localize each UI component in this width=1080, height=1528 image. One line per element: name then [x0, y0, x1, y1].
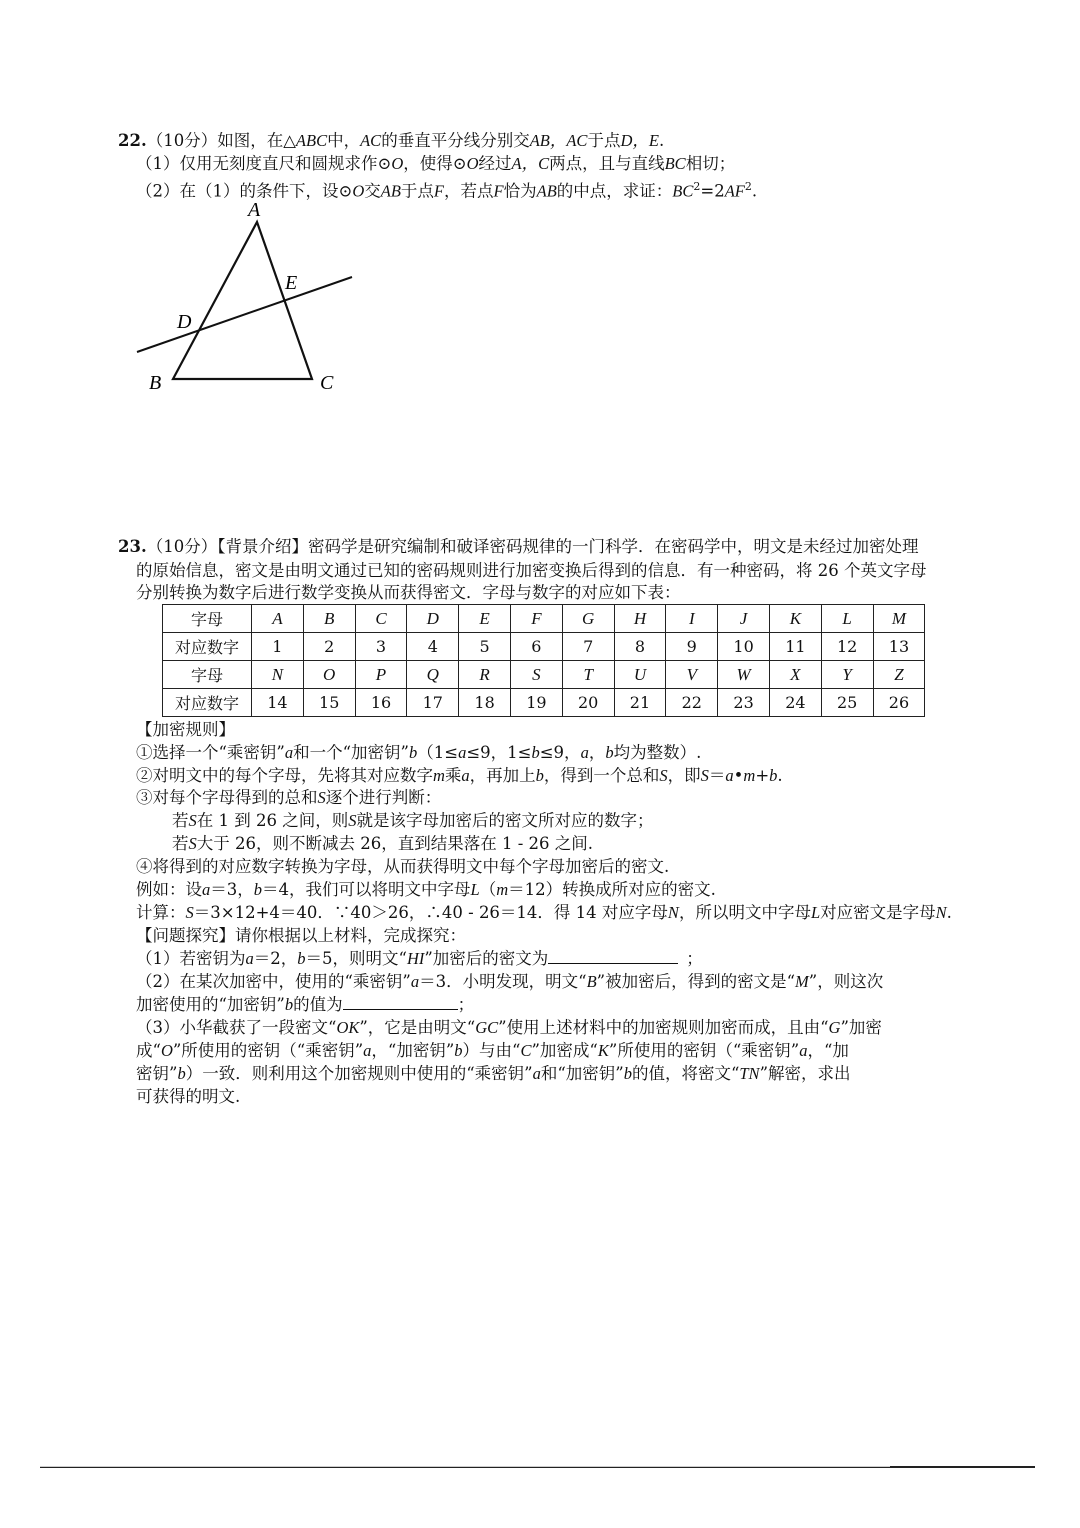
math: m: [743, 766, 756, 785]
table-letter-cell: R: [459, 661, 511, 689]
table-row-letters-2: [163, 661, 925, 689]
q22-part-1: [136, 153, 735, 175]
text: 逐个进行判断：: [325, 788, 442, 807]
table-letter-cell: M: [873, 605, 925, 633]
text: 大于 26，则不断减去 26，直到结果落在 1 - 26 之间.: [196, 834, 594, 853]
text: 加密使用的“加密钥”: [136, 995, 285, 1014]
triangle-abc: [173, 222, 312, 379]
text: ，得到一个总和: [543, 766, 660, 785]
table-number-cell: 13: [873, 633, 925, 661]
table-letter-cell: I: [666, 605, 718, 633]
table-letter-cell: Z: [873, 661, 925, 689]
text: 【加密规则】: [136, 720, 235, 739]
text: ，再加上: [469, 766, 536, 785]
text: 恰为: [503, 181, 537, 201]
text: （1）若密钥为: [136, 949, 246, 968]
table-row-numbers-2: [163, 689, 925, 717]
table-letter-cell: S: [510, 661, 562, 689]
text: 和“加密钥”: [540, 1064, 624, 1083]
rule-2: [136, 765, 783, 787]
table-number-cell: 9: [666, 633, 718, 661]
text: ＝3，: [210, 880, 254, 899]
math: a: [458, 743, 467, 762]
text: .: [751, 181, 758, 201]
table-number-cell: 11: [769, 633, 821, 661]
text: 于点: [400, 181, 434, 201]
table-number-cell: 16: [355, 689, 407, 717]
table-letter-cell: T: [562, 661, 614, 689]
math: b: [623, 1064, 632, 1083]
table-number-cell: 7: [562, 633, 614, 661]
math: F: [433, 181, 445, 201]
text: 于点: [587, 131, 621, 150]
math: S: [700, 766, 709, 785]
text: 例如：设: [136, 880, 202, 899]
table-letter-cell: G: [562, 605, 614, 633]
table-number-cell: 1: [252, 633, 304, 661]
text: ＝12）转换成所对应的密文.: [508, 880, 716, 899]
sub-question-2: [136, 971, 883, 993]
table-letter-cell: N: [252, 661, 304, 689]
math: HI: [406, 949, 425, 968]
math: ABC: [295, 131, 328, 150]
text: ，所以明文中字母: [678, 903, 811, 922]
text: （2）在某次加密中，使用的“乘密钥”: [136, 972, 411, 991]
math: O: [352, 181, 365, 201]
row-label: 字母: [163, 605, 252, 633]
math: S: [188, 811, 197, 830]
math: L: [810, 903, 821, 922]
math: a: [580, 743, 589, 762]
text: （1）仅用无刻度直尺和圆规求作⊙: [136, 154, 392, 173]
text: =2: [700, 181, 725, 201]
math: O: [160, 1041, 173, 1060]
table-letter-cell: O: [303, 661, 355, 689]
math: a: [245, 949, 254, 968]
text: ＝: [708, 766, 726, 785]
math: BC: [672, 181, 694, 201]
math: S: [348, 811, 357, 830]
text: （2）在（1）的条件下，设⊙: [136, 181, 353, 201]
text: ”，它是由明文“: [359, 1018, 476, 1037]
table-letter-cell: A: [252, 605, 304, 633]
text: ”，则这次: [808, 972, 884, 991]
text: ②对明文中的每个字母，先将其对应数字: [136, 766, 433, 785]
text: 中，: [327, 131, 361, 150]
table-row-letters-1: [163, 605, 925, 633]
math: AF: [724, 181, 745, 201]
math: N: [935, 903, 947, 922]
text: （: [479, 880, 497, 899]
table-number-cell: 25: [821, 689, 873, 717]
table-number-cell: 10: [718, 633, 770, 661]
label-b: B: [149, 372, 162, 394]
text: ；: [457, 995, 475, 1014]
text: 计算：: [136, 903, 186, 922]
math: S: [659, 766, 668, 785]
text: ＝2，: [253, 949, 298, 968]
table-number-cell: 5: [459, 633, 511, 661]
text: •: [733, 766, 744, 785]
text: 经过: [478, 154, 512, 173]
table-number-cell: 8: [614, 633, 666, 661]
math: O: [391, 154, 404, 173]
math: a: [532, 1064, 541, 1083]
text: 的中点，求证：: [556, 181, 673, 201]
math: M: [795, 972, 809, 991]
text: .: [658, 131, 665, 150]
math: S: [188, 834, 197, 853]
math: AB: [536, 181, 557, 201]
math: O: [466, 154, 479, 173]
table-number-cell: 18: [459, 689, 511, 717]
label-a: A: [248, 199, 261, 221]
answer-blank-1[interactable]: [548, 949, 678, 964]
rule-3-case-2: [172, 833, 593, 855]
math: B: [586, 972, 597, 991]
text: ，使得⊙: [403, 154, 467, 173]
text: ）一致．则利用这个加密规则中使用的“乘密钥”: [185, 1064, 533, 1083]
text: ③对每个字母得到的总和: [136, 788, 318, 807]
math: BC: [664, 154, 686, 173]
math: b: [769, 766, 778, 785]
math: C: [520, 1041, 532, 1060]
math: D，E: [620, 131, 659, 150]
rule-3: [136, 787, 441, 809]
rule-title: [136, 719, 235, 741]
table-number-cell: 19: [510, 689, 562, 717]
superscript: 2: [693, 180, 701, 193]
table-row-numbers-1: [163, 633, 925, 661]
letter-number-table: [162, 604, 925, 717]
text: 相切；: [685, 154, 736, 173]
text: ≤9，: [539, 743, 581, 762]
label-d: D: [177, 311, 192, 333]
table-letter-cell: L: [821, 605, 873, 633]
text: 可获得的明文.: [136, 1087, 241, 1106]
table-letter-cell: K: [769, 605, 821, 633]
math: S: [317, 788, 326, 807]
math: F: [493, 181, 504, 201]
math: a: [799, 1041, 808, 1060]
sub-question-1: [136, 948, 703, 970]
text: 均为整数）.: [613, 743, 702, 762]
table-letter-cell: Q: [407, 661, 459, 689]
math: b: [409, 743, 418, 762]
math: b: [454, 1041, 463, 1060]
text: 成“: [136, 1041, 161, 1060]
math: AB: [380, 181, 401, 201]
sub-question-3-cont-2: [136, 1063, 851, 1085]
text: ；: [686, 949, 703, 968]
table-letter-cell: W: [718, 661, 770, 689]
math: AB，AC: [529, 131, 588, 150]
text: 如图，在△: [217, 131, 296, 150]
text: 【问题探究】: [136, 926, 235, 945]
table-letter-cell: D: [407, 605, 459, 633]
text: 在 1 到 26 之间，则: [196, 811, 349, 830]
text: 若: [172, 811, 189, 830]
table-number-cell: 22: [666, 689, 718, 717]
text: （3）小华截获了一段密文“: [136, 1018, 337, 1037]
math: TN: [739, 1064, 760, 1083]
table-number-cell: 23: [718, 689, 770, 717]
table-number-cell: 21: [614, 689, 666, 717]
row-label: 字母: [163, 661, 252, 689]
math: a: [202, 880, 211, 899]
text: ④将得到的对应数字转换为字母，从而获得明文中每个字母加密后的密文.: [136, 857, 670, 876]
math: a: [410, 972, 420, 991]
text: ，“加: [807, 1041, 849, 1060]
text: ≤9，1≤: [466, 743, 532, 762]
example: [136, 879, 716, 901]
text: 乘: [444, 766, 462, 785]
text: 若: [172, 834, 189, 853]
text: ，若点: [444, 181, 494, 201]
math: a: [725, 766, 734, 785]
table-number-cell: 24: [769, 689, 821, 717]
math: b: [605, 743, 614, 762]
text: ”所使用的密钥（“乘密钥”: [608, 1041, 800, 1060]
math: m: [496, 880, 509, 899]
q23-background-line-1: [118, 536, 918, 558]
table-letter-cell: U: [614, 661, 666, 689]
table-number-cell: 2: [303, 633, 355, 661]
math: GC: [475, 1018, 499, 1037]
text: 的值，将密文“: [631, 1064, 740, 1083]
text: ，即: [667, 766, 701, 785]
text: ”使用上述材料中的加密规则加密而成，且由“: [498, 1018, 829, 1037]
background-title: 【背景介绍】: [217, 537, 308, 556]
math: A，C: [511, 154, 550, 173]
q23-background-line-3: [136, 582, 681, 604]
text: +: [755, 766, 770, 785]
math: b: [253, 880, 262, 899]
text: 密钥”: [136, 1064, 178, 1083]
text: ＝4，我们可以将明文中字母: [262, 880, 471, 899]
text: ”加密后的密文为: [424, 949, 549, 968]
text: 就是该字母加密后的密文所对应的数字；: [356, 811, 654, 830]
math: OK: [336, 1018, 360, 1037]
text: 和一个“加密钥”: [293, 743, 409, 762]
text: 请你根据以上材料，完成探究：: [235, 926, 466, 945]
text: ①选择一个“乘密钥”: [136, 743, 285, 762]
text: 对应密文是字母: [820, 903, 936, 922]
q22-number: 22.: [118, 131, 147, 150]
table-letter-cell: X: [769, 661, 821, 689]
math: b: [284, 995, 294, 1014]
table-number-cell: 17: [407, 689, 459, 717]
footer-rule: [40, 1466, 1035, 1468]
text: ”加密: [840, 1018, 882, 1037]
text: ）与由“: [462, 1041, 521, 1060]
table-letter-cell: H: [614, 605, 666, 633]
text: 分别转换为数字后进行数学变换从而获得密文．字母与数字的对应如下表：: [136, 583, 681, 602]
inquiry-heading: [136, 925, 466, 947]
table-number-cell: 4: [407, 633, 459, 661]
table-number-cell: 6: [510, 633, 562, 661]
text: ”所使用的密钥（“乘密钥”: [172, 1041, 364, 1060]
text: 的垂直平分线分别交: [381, 131, 530, 150]
math: b: [535, 766, 544, 785]
text: ”解密，求出: [759, 1064, 851, 1083]
text: ＝3×12+4＝40．∵40＞26，∴40 - 26＝14．得 14 对应字母: [193, 903, 668, 922]
table-letter-cell: F: [510, 605, 562, 633]
math: a: [461, 766, 470, 785]
table-number-cell: 14: [252, 689, 304, 717]
row-label: 对应数字: [163, 633, 252, 661]
table-number-cell: 3: [355, 633, 407, 661]
table-number-cell: 12: [821, 633, 873, 661]
q22-score: （10分）: [146, 131, 218, 150]
label-e: E: [285, 272, 298, 294]
text: 的原始信息，密文是由明文通过已知的密码规则进行加密变换后得到的信息．有一种密码，将 26 个英文字母: [136, 561, 927, 580]
table-letter-cell: Y: [821, 661, 873, 689]
math: a: [284, 743, 294, 762]
rule-4: [136, 856, 669, 878]
rule-3-case-1: [172, 810, 653, 832]
text: 交: [364, 181, 381, 201]
text: 两点，且与直线: [549, 154, 665, 173]
sub-question-2-cont: [136, 994, 474, 1016]
text: 的值为: [293, 995, 343, 1014]
table-letter-cell: C: [355, 605, 407, 633]
q23-score: （10分）: [146, 537, 218, 556]
rule-1: [136, 742, 701, 764]
math: AC: [360, 131, 382, 150]
math: L: [470, 880, 480, 899]
text: （1≤: [417, 743, 459, 762]
text: ”加密成“: [531, 1041, 598, 1060]
row-label: 对应数字: [163, 689, 252, 717]
table-number-cell: 20: [562, 689, 614, 717]
table-letter-cell: E: [459, 605, 511, 633]
perpendicular-bisector-line: [137, 277, 352, 352]
sub-question-3-cont-3: [136, 1086, 240, 1108]
label-c: C: [320, 372, 334, 394]
table-number-cell: 15: [303, 689, 355, 717]
text: ，“加密钥”: [371, 1041, 455, 1060]
math: S: [185, 903, 194, 922]
table-letter-cell: J: [718, 605, 770, 633]
math: b: [177, 1064, 186, 1083]
table-letter-cell: P: [355, 661, 407, 689]
text: .: [777, 766, 783, 785]
superscript: 2: [744, 180, 752, 193]
q23-number: 23.: [118, 537, 147, 556]
math: b: [531, 743, 540, 762]
table-letter-cell: B: [303, 605, 355, 633]
sub-question-3: [136, 1017, 882, 1039]
math: a: [363, 1041, 372, 1060]
text: .: [946, 903, 952, 922]
text: ＝3．小明发现，明文“: [419, 972, 587, 991]
text: ”被加密后，得到的密文是“: [596, 972, 796, 991]
table-letter-cell: V: [666, 661, 718, 689]
q22-stem: [118, 130, 664, 152]
table-number-cell: 26: [873, 689, 925, 717]
q23-background-line-2: [136, 560, 927, 582]
text: ，: [588, 743, 606, 762]
text: 密码学是研究编制和破译密码规律的一门科学．在密码学中，明文是未经过加密处理: [307, 537, 919, 556]
calculation: [136, 902, 952, 924]
answer-blank-2[interactable]: [343, 995, 458, 1010]
math: m: [433, 766, 445, 785]
triangle-figure: [125, 195, 365, 400]
sub-question-3-cont-1: [136, 1040, 849, 1062]
math: G: [828, 1018, 841, 1037]
math: N: [667, 903, 679, 922]
math: K: [597, 1041, 609, 1060]
math: b: [297, 949, 306, 968]
text: ＝5，则明文“: [305, 949, 407, 968]
